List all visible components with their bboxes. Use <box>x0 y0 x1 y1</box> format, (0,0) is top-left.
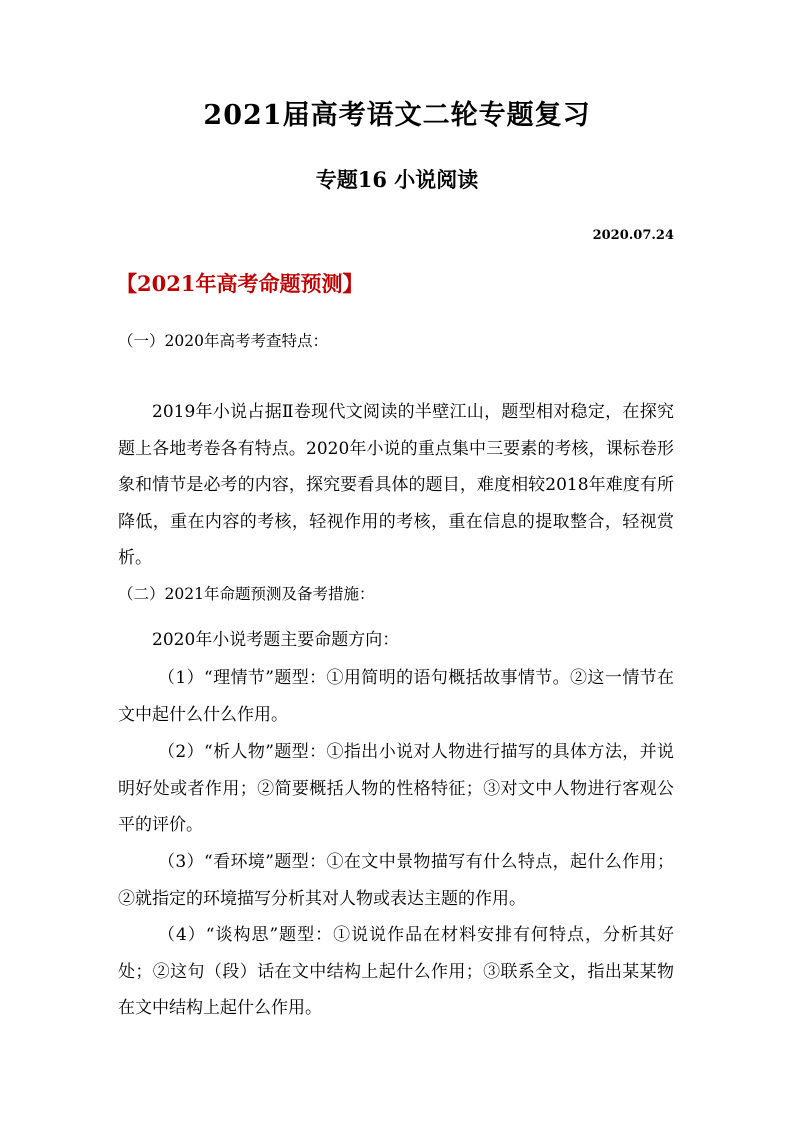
part1-heading: （一）2020年高考考查特点： <box>118 332 328 350</box>
document-date: 2020.07.24 <box>592 228 674 243</box>
document-subtitle: 专题16 小说阅读 <box>315 167 479 192</box>
part2-intro: 2020年小说考题主要命题方向： <box>152 630 400 650</box>
list-item-environment: （3）“看环境”题型：①在文中景物描写有什么特点，起什么作用；②就指定的环境描写分析其对人物或表达主题的作用。 <box>118 852 674 909</box>
document-title: 2021届高考语文二轮专题复习 <box>203 100 591 131</box>
section-heading-prediction: 【2021年高考命题预测】 <box>116 271 364 296</box>
list-item-plot: （1）“理情节”题型：①用简明的语句概括故事情节。②这一情节在文中起什么什么作用。 <box>118 668 674 725</box>
list-item-structure: （4）“谈构思”题型：①说说作品在材料安排有何特点，分析其好处；②这句（段）话在文中结构上起什么作用；③联系全文，指出某某物在文中结构上起什么作用。 <box>118 925 674 1018</box>
part2-heading: （二）2021年命题预测及备考措施： <box>118 585 375 603</box>
list-item-character: （2）“析人物”题型：①指出小说对人物进行描写的具体方法，并说明好处或者作用；②简要概括人物的性格特征；③对文中人物进行客观公平的评价。 <box>118 742 674 835</box>
part1-paragraph: 2019年小说占据Ⅱ卷现代文阅读的半壁江山，题型相对稳定，在探究题上各地考卷各有特点。2020年小说的重点集中三要素的考核，课标卷形象和情节是必考的内容，探究要看具体的题目，难度相较2018年难度有所降低，重在内容的考核，轻视作用的考核，重在信息的提取整合，轻视赏析。 <box>118 402 674 568</box>
